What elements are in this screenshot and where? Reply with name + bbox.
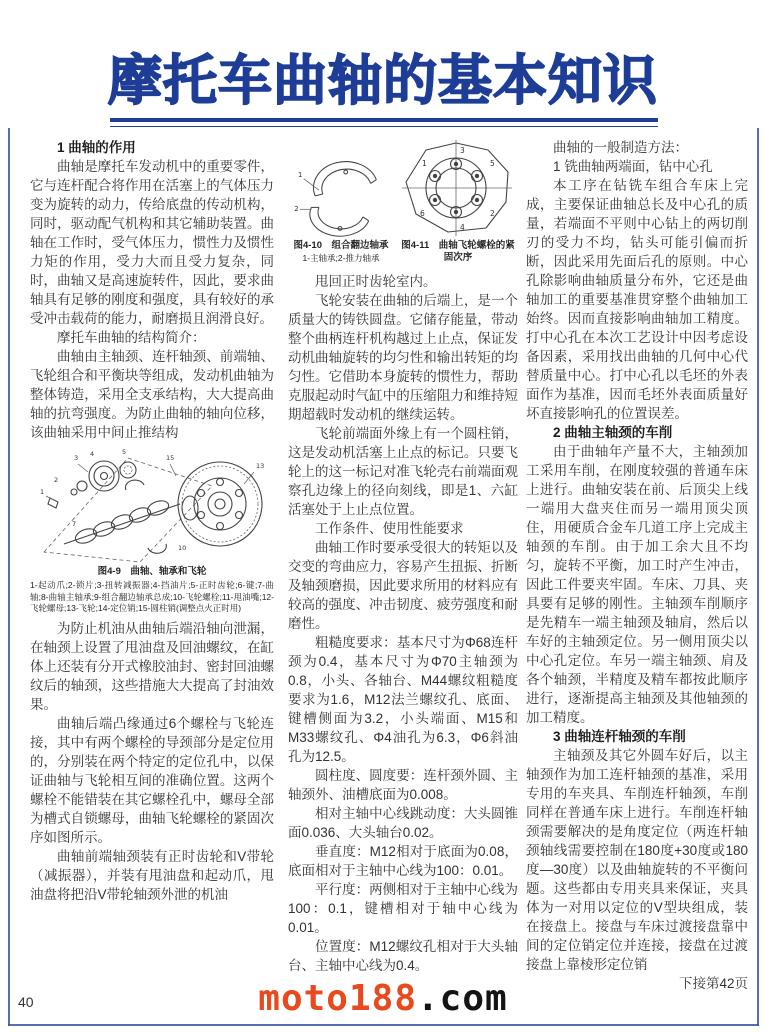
bolt-sequence-drawing [398, 138, 518, 238]
page-frame-left [8, 128, 10, 1026]
bolt-number: 5 [490, 159, 495, 168]
site-watermark-tld: .com [417, 978, 508, 1019]
figure-legend: 1-主轴承;2-推力轴承 [302, 252, 380, 263]
callout-number: 2 [294, 203, 299, 213]
figure-crankshaft-exploded [30, 446, 274, 615]
figure-caption: 图4-9 曲轴、轴承和飞轮 [97, 566, 207, 577]
page-title: 摩托车曲轴的基本知识 [108, 51, 658, 111]
paragraph: 垂直度：M12相对于底面为0.08，底面相对于主轴中心线为100：0.01。 [288, 844, 518, 878]
section-heading-3: 3 曲轴连杆轴颈的车削 [553, 729, 686, 744]
bolt-number: 1 [422, 159, 427, 168]
paragraph: 本工序在钻铣车组合车床上完成，主要保证曲轴总长及中心孔的质量，若端面不平则中心钻上的两切削刃的受力不均，钻头可能引偏而折断，因此采用先面后孔的原则。中心孔除影响曲轴质量分布外，它还是曲轴加工的重要基准贯穿整个曲轴加工始终。因而直接影响曲轴加工精度。打中心孔在本次工艺设计中因考虑设备因素，采用找出曲轴的几何中心代替质量中心。打中心孔以毛坯的外表面作为基准，因而毛坯外表面质量好坏直接影响孔的位置误差。 [526, 178, 748, 421]
paragraph: 曲轴前端轴颈装有正时齿轮和V带轮（减振器），并装有甩油盘和起动爪，甩油盘将把沿V带轮轴颈外泄的机油 [30, 848, 274, 902]
column-3 [526, 138, 748, 993]
callout-number: 15 [166, 454, 175, 462]
callout-number: 10 [178, 544, 187, 552]
paragraph: 曲轴由主轴颈、连杆轴颈、前端轴、飞轮组合和平衡块等组成，发动机曲轴为整体铸造，采用全支承结构，大大提高曲轴的抗弯强度。为防止曲轴的轴向位移，该曲轴采用中间止推结构 [30, 349, 274, 440]
callout-number: 2 [54, 476, 59, 484]
bolt-number: 6 [420, 209, 425, 218]
site-watermark-name: moto188 [258, 978, 417, 1019]
site-watermark [0, 978, 766, 1019]
column-1 [30, 138, 274, 904]
paragraph: 摩托车曲轴的结构简介： [57, 330, 206, 345]
paragraph: 曲轴后端凸缘通过6个螺栓与飞轮连接，其中有两个螺栓的导颈部分是定位用的，分别装在两个特定的定位孔中，以保证曲轴与飞轮相互间的准确位置。这两个螺栓不能错装在其它螺栓孔中，螺母全部为槽式自锁螺母，曲轴飞轮螺栓的紧固次序如图所示。 [30, 715, 274, 845]
column-2 [288, 138, 518, 975]
bolt-number: 4 [460, 223, 465, 232]
callout-number: 13 [256, 462, 265, 470]
page-number: 40 [18, 994, 34, 1010]
paragraph: 为防止机油从曲轴后端沿轴向泄漏，在轴颈上设置了甩油盘及回油螺纹，在缸体上还装有分开式橡胶油封、密封回油螺纹后的轴颈，这些措施大大提高了封油效果。 [30, 620, 274, 712]
callout-number: 1 [40, 488, 45, 496]
callout-number: 7 [72, 520, 77, 528]
continuation-note: 下接第42页 [678, 976, 748, 991]
paragraph: 圆柱度、圆度要：连杆颈外圆、主轴颈外、油槽底面为0.008。 [288, 768, 518, 802]
section-heading-2: 2 曲轴主轴颈的车削 [553, 425, 673, 440]
paragraph: 粗糙度要求：基本尺寸为Φ68连杆颈为0.4，基本尺寸为Φ70主轴颈为0.8，小头、各轴台、M44螺纹粗糙度要求为1.6，M12法兰螺纹孔、底面、键槽侧面为3.2，小头端面、M15和M33螺纹孔、Φ4油孔为6.3，Φ6斜油孔为12.5。 [288, 635, 518, 764]
section-heading-1: 1 曲轴的作用 [57, 140, 136, 155]
paragraph: 主轴颈及其它外圆车好后，以主轴颈作为加工连杆轴颈的基准，采用专用的车夹具、车削连杆轴颈，车削同样在普通车床上进行。车削连杆轴颈需要解决的是角度定位（两连杆轴颈轴线需要控制在180度+30度或180度—30度）以及曲轴旋转的不平衡问题。这些都由专用夹具来保证，夹具体为一对用以定位的V型块组成，装在接盘上。接盘与车床过渡接盘靠中间的定位销定位并连接，接盘在过渡接盘上靠棱形定位销 [526, 748, 748, 972]
title-underline [110, 118, 658, 127]
paragraph: 曲轴工作时要承受很大的转矩以及交变的弯曲应力，容易产生扭振、折断及轴颈磨损，因此要求所用的材料应有较高的强度、冲击韧度、疲劳强度和耐磨性。 [288, 540, 518, 631]
crankshaft-exploded-drawing [30, 446, 270, 564]
paragraph: 1 铣曲轴两端面，钻中心孔 [553, 159, 713, 174]
callout-number: 5 [122, 448, 127, 456]
paragraph: 飞轮安装在曲轴的后端上，是一个质量大的铸铁圆盘。它储存能量，带动整个曲柄连杆机构越过上止点，保证发动机曲轴旋转的均匀性和输出转矩的均匀性。它借助本身旋转的惯性力，帮助克服起动时气缸中的压缩阻力和维持短期超载时发动机的继续运转。 [288, 293, 518, 422]
figure-bolt-sequence [398, 138, 518, 264]
paragraph: 曲轴是摩托车发动机中的重要零件，它与连杆配合将作用在活塞上的气体压力变为旋转的动力，传给底盘的传动机构，同时，驱动配气机构和其它辅助装置。曲轴在工作时，受气体压力，惯性力及惯性力矩的作用，受力大而且受力复杂，同时，曲轴又是高速旋转件，因此，要求曲轴具有足够的刚度和强度，具有较好的承受冲击载荷的能力，耐磨损且润滑良好。 [30, 159, 274, 326]
callout-number: 4 [90, 450, 95, 458]
paragraph: 工作条件、使用性能要求 [315, 521, 464, 536]
bolt-number: 2 [490, 209, 495, 218]
figure-caption: 图4-11 曲轴飞轮螺栓的紧固次序 [401, 240, 515, 263]
paragraph: 平行度：两侧相对于主轴中心线为100：0.1，键槽相对于轴中心线为0.01。 [288, 882, 518, 935]
figure-caption: 图4-10 组合翻边轴承 [293, 239, 389, 251]
callout-number: 3 [74, 454, 79, 462]
paragraph: 甩回正时齿轮室内。 [315, 274, 437, 289]
bolt-number: 3 [460, 146, 465, 155]
bearing-shells-drawing [288, 150, 392, 238]
figure-legend: 1-起动爪;2-锁片;3-扭转减振器;4-挡油片;5-正时齿轮;6-键;7-曲轴;8-曲轴主轴承;9-组合翻边轴承总成;10-飞轮螺栓;11-甩油嘴;12-飞轮螺母;13-飞轮;14-定位销;15-圆柱销(调整点火正时用) [30, 580, 274, 613]
paragraph: 飞轮前端面外缘上有一个圆柱销，这是发动机活塞上止点的标记。只要飞轮上的这一标记对准飞轮壳右前端面观察孔边缘上的径向刻线，即是1、六缸活塞处于上止点位置。 [288, 426, 518, 517]
figure-flanged-bearing [288, 150, 394, 265]
figure-row [288, 138, 518, 264]
paragraph: 相对主轴中心线跳动度：大头圆锥面0.036、大头轴台0.02。 [288, 806, 518, 840]
paragraph: 由于曲轴年产量不大，主轴颈加工采用车削，在刚度较强的普通车床上进行。曲轴安装在前、后顶尖上线一端用大盘夹住而另一端用顶尖顶住，用硬质合金车几道工序上完成主轴颈的车削。由于加工余大且不均匀，旋转不平衡，加工时产生冲击，因此工件要夹牢固。车床、刀具、夹具要有足够的刚性。主轴颈车削顺序是先精车一端主轴颈及轴肩，然后以车好的主轴颈定位。另一侧用顶尖以中心孔定位。车另一端主轴颈、肩及各个轴颈，半精度及精车都按此顺序进行，逐渐提高主轴颈及其他轴颈的加工精度。 [526, 444, 748, 725]
page-frame-bottom [8, 1024, 759, 1026]
page-frame-right [757, 128, 759, 1026]
callout-number: 1 [297, 169, 303, 179]
paragraph: 位置度：M12螺纹孔相对于大头轴台、主轴中心线为0.4。 [288, 939, 518, 973]
paragraph: 曲轴的一般制造方法： [553, 140, 688, 155]
